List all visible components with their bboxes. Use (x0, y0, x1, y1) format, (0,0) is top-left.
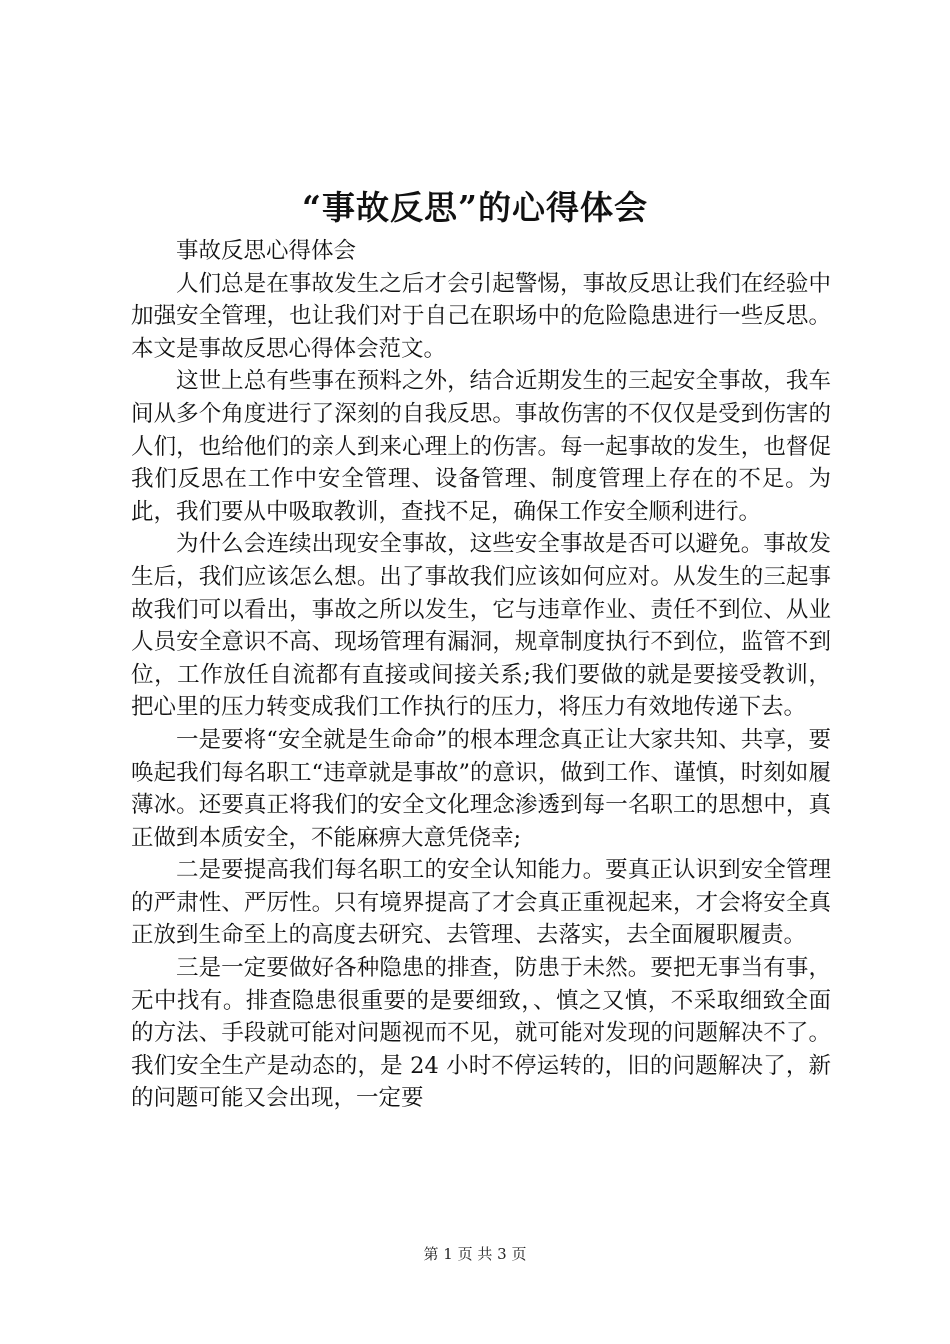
paragraph-subtitle: 事故反思心得体会 (176, 238, 357, 264)
paragraph-reflection: 这世上总有些事在预料之外，结合近期发生的三起安全事故，我车间从多个角度进行了深刻的自我反思。事故伤害的不仅仅是受到伤害的人们，也给他们的亲人到来心理上的伤害。每一起事故的发生，也督促我们反思在工作中安全管理、设备管理、制度管理上存在的不足。为此，我们要从中吸取教训，查找不足，确保工作安全顺利进行。 (131, 368, 831, 525)
paragraph-point-one: 一是要将“安全就是生命命”的根本理念真正让大家共知、共享，要唤起我们每名职工“违章就是事故”的意识，做到工作、谨慎，时刻如履薄冰。还要真正将我们的安全文化理念渗透到每一名职工的思想中，真正做到本质安全，不能麻痹大意凭侥幸; (131, 726, 831, 851)
document-title: “事故反思”的心得体会 (302, 188, 648, 227)
paragraph-intro: 人们总是在事故发生之后才会引起警惕，事故反思让我们在经验中加强安全管理，也让我们对于自己在职场中的危险隐患进行一些反思。本文是事故反思心得体会范文。 (131, 270, 831, 362)
document-body (131, 235, 831, 1115)
paragraph-point-three: 三是一定要做好各种隐患的排查，防患于未然。要把无事当有事，无中找有。排查隐患很重要的是要细致，、慎之又慎，不采取细致全面的方法、手段就可能对问题视而不见，就可能对发现的问题解决不了。我们安全生产是动态的，是 24 小时不停运转的，旧的问题解决了，新的问题可能又会出现，一定要 (131, 955, 831, 1112)
page-footer: 第 1 页 共 3 页 (423, 1245, 527, 1263)
paragraph-causes: 为什么会连续出现安全事故，这些安全事故是否可以避免。事故发生后，我们应该怎么想。出了事故我们应该如何应对。从发生的三起事故我们可以看出，事故之所以发生，它与违章作业、责任不到位、从业人员安全意识不高、现场管理有漏洞，规章制度执行不到位，监管不到位，工作放任自流都有直接或间接关系;我们要做的就是要接受教训，把心里的压力转变成我们工作执行的压力，将压力有效地传递下去。 (131, 531, 831, 721)
paragraph-point-two: 二是要提高我们每名职工的安全认知能力。要真正认识到安全管理的严肃性、严厉性。只有境界提高了才会真正重视起来，才会将安全真正放到生命至上的高度去研究、去管理、去落实，去全面履职履责。 (131, 857, 831, 949)
